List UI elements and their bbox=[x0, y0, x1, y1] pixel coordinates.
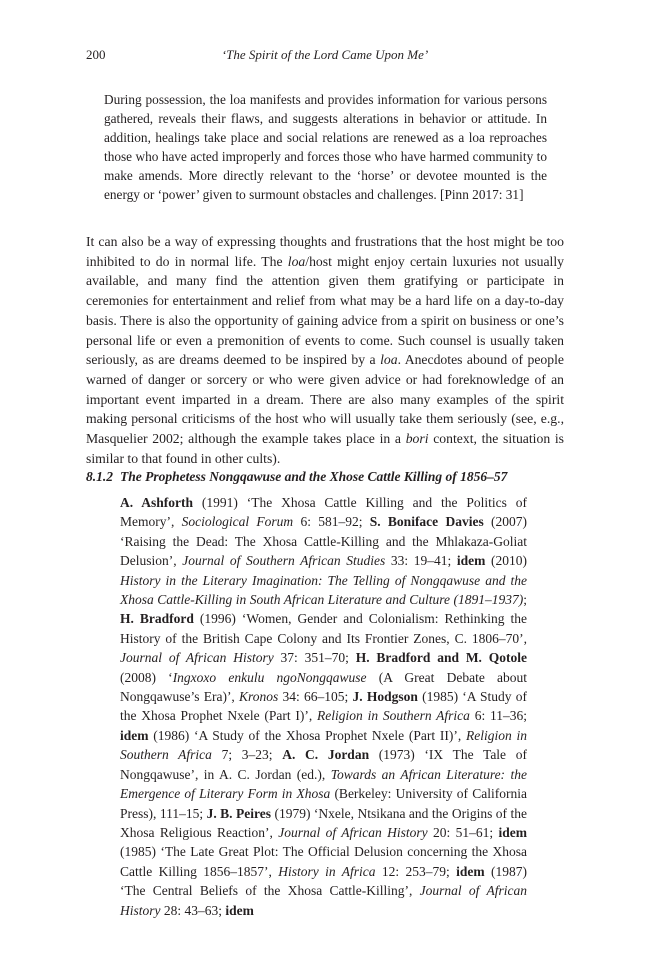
bibliography-text: 6: 11–36; bbox=[469, 708, 527, 724]
bibliography-title: History in the Literary Imagination: The Telling of Nongqawuse and the Xhosa Cattle-Killing in South African Literature and Culture (1891–1937) bbox=[120, 572, 527, 608]
bibliography-text: 7; 3–23; bbox=[211, 747, 283, 763]
bibliography-title: Kronos bbox=[239, 689, 279, 705]
bibliography-title: Ingxoxo enkulu ngoNongqawuse bbox=[172, 669, 367, 685]
bibliography-author: idem bbox=[498, 824, 527, 840]
bibliography-text: (1985) ‘A Study of the Xhosa Prophet Nxele (Part I)’, bbox=[120, 689, 527, 724]
block-quote-text bbox=[104, 90, 547, 205]
bibliography-text: (1986) ‘A Study of the Xhosa Prophet Nxele (Part II)’, bbox=[148, 727, 466, 743]
bibliography-text: 12: 253–79; bbox=[375, 863, 457, 879]
page-number: 200 bbox=[86, 47, 106, 62]
bibliography-author: idem bbox=[120, 727, 149, 743]
bibliography-title: Journal of Southern African Studies bbox=[182, 553, 386, 569]
paragraph-text: . Anecdotes abound of people warned of danger or sorcery or who were given advice or had foreknowledge of an important event imparted in a dream. There are also many examples of the spirit making personal criticisms of the host who will usually take them seriously (see, e.g., Masquelier 2002; although the example takes place in a bbox=[86, 352, 564, 447]
bibliography-text: (1985) ‘The Late Great Plot: The Official Delusion concerning the Xhosa Cattle Killing 1856–1857’, bbox=[120, 844, 527, 879]
bibliography-text: 20: 51–61; bbox=[427, 824, 499, 840]
bibliography-author: J. Hodgson bbox=[352, 689, 418, 705]
bibliography-author: A. Ashforth bbox=[120, 495, 193, 510]
bibliography-text: (2008) ‘ bbox=[120, 669, 173, 685]
bibliography-author: idem bbox=[456, 863, 485, 879]
body-paragraph bbox=[86, 232, 564, 468]
bibliography-title: Towards an African Literature: the Emergence of Literary Form in Xhosa bbox=[120, 766, 527, 802]
section-title: The Prophetess Nongqawuse and the Xhose Cattle Killing of 1856–57 bbox=[120, 469, 508, 484]
bibliography-text: 34: 66–105; bbox=[278, 689, 353, 705]
bibliography-text: (Berkeley: University of California Press), 111–15; bbox=[120, 786, 527, 821]
bibliography bbox=[120, 493, 527, 920]
bibliography-author: S. Boniface Davies bbox=[369, 514, 484, 530]
bibliography-author: H. Bradford and M. Qotole bbox=[355, 650, 527, 666]
bibliography-author: H. Bradford bbox=[120, 611, 194, 627]
bibliography-title: Religion in Southern Africa bbox=[120, 727, 527, 763]
bibliography-text: 33: 19–41; bbox=[385, 553, 457, 569]
bibliography-text: (1996) ‘Women, Gender and Colonialism: Rethinking the History of the British Cape Colony and Its Frontier Zones, C. 1806–70’, bbox=[120, 611, 527, 646]
bibliography-title: History in Africa bbox=[278, 863, 376, 879]
bibliography-text: 6: 581–92; bbox=[293, 514, 370, 530]
paragraph-text: It can also be a way of expressing thoughts and frustrations that the host might be too inhibited to do in normal life. The bbox=[86, 234, 564, 269]
bibliography-author: A. C. Jordan bbox=[282, 747, 370, 763]
bibliography-text: (1979) ‘Nxele, Ntsikana and the Origins of the Xhosa Religious Reaction’, bbox=[120, 805, 527, 840]
running-head: ‘The Spirit of the Lord Came Upon Me’ bbox=[221, 47, 429, 62]
bibliography-text: (2010) bbox=[485, 553, 527, 569]
bibliography-title: Religion in Southern Africa bbox=[317, 708, 470, 724]
bibliography-text: (1987) ‘The Central Beliefs of the Xhosa Cattle-Killing’, bbox=[120, 863, 527, 899]
bibliography-author: idem bbox=[456, 553, 486, 569]
paragraph-italic-term: loa bbox=[287, 253, 306, 269]
paragraph-text: context, the situation is similar to that found in other cults). bbox=[86, 431, 564, 466]
paragraph-italic-term: bori bbox=[405, 431, 429, 447]
bibliography-text: 37: 351–70; bbox=[273, 650, 356, 666]
bibliography-text: (1973) ‘IX The Tale of Nongqawuse’, in A. C. Jordan (ed.), bbox=[120, 747, 527, 782]
bibliography-title: Journal of African History bbox=[120, 650, 274, 666]
paragraph-italic-term: loa bbox=[380, 352, 398, 368]
bibliography-text: 28: 43–63; bbox=[160, 902, 226, 918]
paragraph-text: /host might enjoy certain luxuries not usually available, and many find the attention given them gratifying or participate in ceremonies for entertainment and relief from what may be a hard life on a day-to-day basis. There is also the opportunity of gaining advice from a spirit on business or one’s personal life or even a premonition of events to come. Such counsel is usually taken seriously, as are dreams deemed to be inspired by a bbox=[86, 253, 565, 368]
block-quote bbox=[104, 90, 547, 205]
block-quote-citation: [Pinn 2017: 31] bbox=[440, 187, 524, 203]
section-number: 8.1.2 bbox=[86, 469, 113, 484]
bibliography-title: Sociological Forum bbox=[181, 514, 294, 530]
bibliography-title: Journal of African History bbox=[278, 824, 428, 840]
bibliography-author: J. B. Peires bbox=[206, 805, 271, 821]
bibliography-title: Journal of African History bbox=[120, 883, 527, 918]
bibliography-text: ; bbox=[523, 592, 527, 608]
bibliography-author: idem bbox=[225, 902, 254, 918]
bibliography-text: (A Great Debate about Nongqawuse’s Era)’, bbox=[120, 669, 528, 705]
bibliography-text: (1991) ‘The Xhosa Cattle Killing and the Politics of Memory’, bbox=[120, 495, 527, 530]
block-quote-body: During possession, the loa manifests and provides information for various persons gathered, reveals their flaws, and suggests alterations in behavior or attitude. In addition, healings take place and social relations are renewed as a loa reproaches those who have acted improperly and forces those who have harmed community to make amends. More directly relevant to the ‘horse’ or devotee mounted is the energy or ‘power’ given to surmount obstacles and challenges. bbox=[104, 92, 547, 203]
bibliography-text: (2007) ‘Raising the Dead: The Xhosa Cattle-Killing and the Mhlakaza-Goliat Delusion’, bbox=[120, 514, 527, 569]
section-heading bbox=[86, 468, 564, 486]
